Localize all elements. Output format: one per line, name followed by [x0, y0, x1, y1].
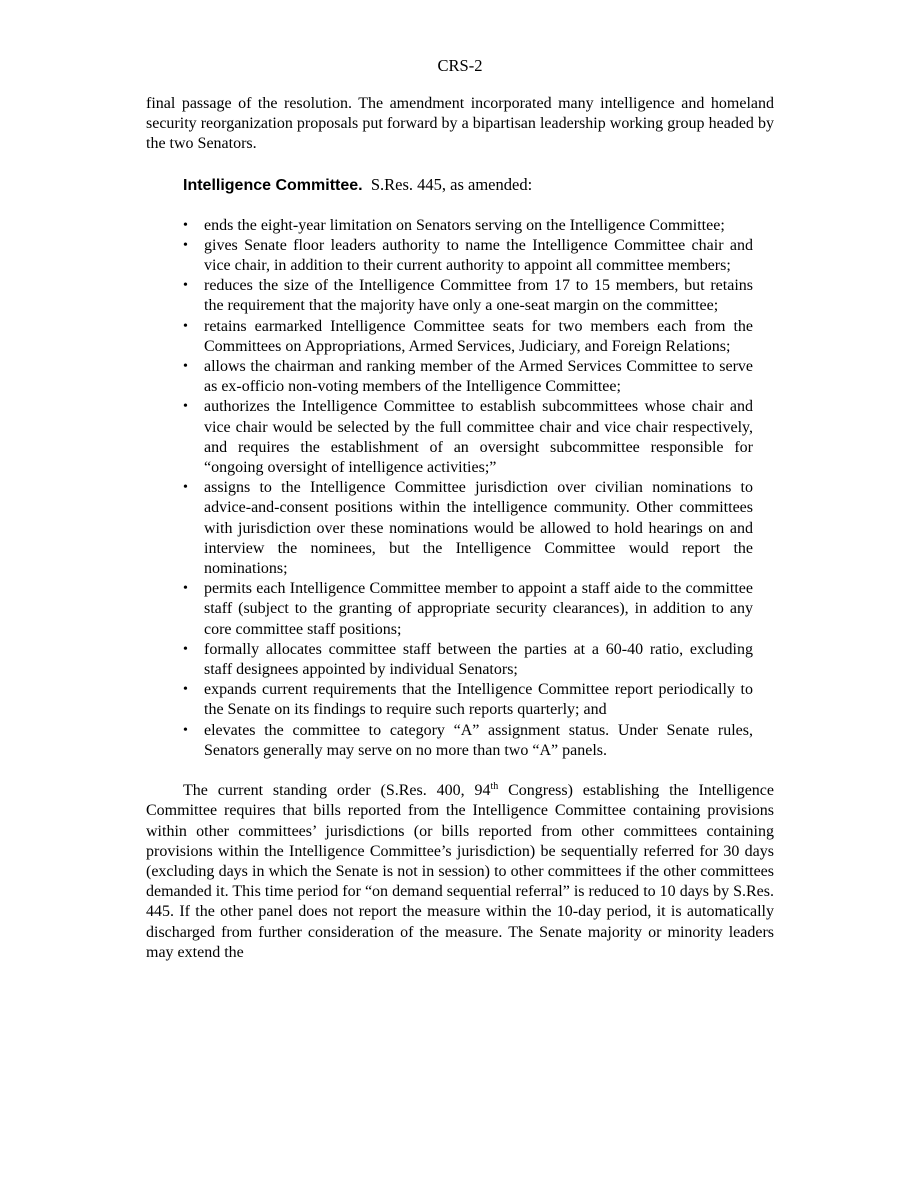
bullet-text: assigns to the Intelligence Committee jurisdiction over civilian nominations to advice-and-consent positions within the intelligence community. Other committees with jurisdiction over these nominations would be allowed to hold hearings on and interview the nominees, but the Intelligence Committee would report the nominations; [204, 479, 753, 578]
closing-paragraph [146, 781, 774, 963]
bullet-item [183, 357, 753, 397]
page-header: CRS-2 [437, 56, 483, 75]
bullet-icon: • [183, 581, 188, 597]
section-heading [183, 175, 774, 196]
bullet-text: reduces the size of the Intelligence Committee from 17 to 15 members, but retains the requirement that the majority have only a one-seat margin on the committee; [204, 277, 753, 315]
bullet-icon: • [183, 641, 188, 657]
bullet-icon: • [183, 399, 188, 415]
bullet-icon: • [183, 278, 188, 294]
bullet-text: expands current requirements that the Intelligence Committee report periodically to the Senate on its findings to require such reports quarterly; and [204, 681, 753, 719]
bullet-icon: • [183, 237, 188, 253]
bullet-item [183, 236, 753, 276]
bullet-icon: • [183, 359, 188, 375]
section-heading-title: Intelligence Committee. [183, 176, 363, 194]
bullet-item [183, 640, 753, 680]
bullet-text: retains earmarked Intelligence Committee seats for two members each from the Committees on Appropriations, Armed Services, Judiciary, and Foreign Relations; [204, 317, 753, 355]
bullet-item [183, 276, 753, 316]
bullet-text: formally allocates committee staff between the parties at a 60-40 ratio, excluding staff designees appointed by individual Senators; [204, 640, 753, 679]
bullet-item [183, 317, 753, 357]
bullet-text: allows the chairman and ranking member of the Armed Services Committee to serve as ex-officio non-voting members of the Intelligence Committee; [204, 358, 753, 396]
bullet-item [183, 579, 753, 640]
bullet-icon: • [183, 318, 188, 334]
section-heading-text: S.Res. 445, as amended: [370, 174, 533, 194]
intro-paragraph: final passage of the resolution. The amendment incorporated many intelligence and homeland security reorganization proposals put forward by a bipartisan leadership working group headed by the two Senators. [146, 95, 774, 153]
bullet-text: elevates the committee to category “A” assignment status. Under Senate rules, Senators generally may serve on no more than two “A” panels. [204, 721, 753, 759]
bullet-item [183, 721, 753, 761]
bullet-text: permits each Intelligence Committee member to appoint a staff aide to the committee staff (subject to the granting of appropriate security clearances), in addition to any core committee staff positions; [204, 580, 753, 638]
closing-paragraph-text-cont: Congress) establishing the Intelligence Committee requires that bills reported from the Intelligence Committee containing provisions within other committees’ jurisdictions (or bills reported from other committees containing provisions within the Intelligence Committee’s jurisdiction) be sequentially referred for 30 days (excluding days in which the Senate is not in session) to other committees if the other committees demanded it. This time period for “on demand sequential referral” is reduced to 10 days by S.Res. 445. If the other panel does not report the measure within the 10-day period, it is automatically discharged from further consideration of the measure. The Senate majority or minority leaders may extend the [146, 782, 774, 961]
bullet-text: authorizes the Intelligence Committee to establish subcommittees whose chair and vice chair would be selected by the full committee chair and vice chair respectively, and requires the establishment of an oversight subcommittee responsible for “ongoing oversight of intelligence activities;” [204, 398, 753, 477]
bullet-text: gives Senate floor leaders authority to name the Intelligence Committee chair and vice chair, in addition to their current authority to appoint all committee members; [204, 236, 753, 275]
bullet-icon: • [183, 217, 188, 233]
bullet-list [183, 216, 753, 761]
bullet-item [183, 680, 753, 720]
bullet-item [183, 478, 753, 579]
bullet-item [183, 397, 753, 478]
bullet-icon: • [183, 480, 188, 496]
bullet-icon: • [183, 682, 188, 698]
document-body [146, 94, 774, 963]
bullet-item [183, 216, 753, 236]
ordinal-superscript: th [490, 781, 499, 793]
bullet-text: ends the eight-year limitation on Senators serving on the Intelligence Committee; [204, 216, 725, 234]
closing-paragraph-text: The current standing order (S.Res. 400, 94 [183, 782, 491, 800]
bullet-icon: • [183, 722, 188, 738]
